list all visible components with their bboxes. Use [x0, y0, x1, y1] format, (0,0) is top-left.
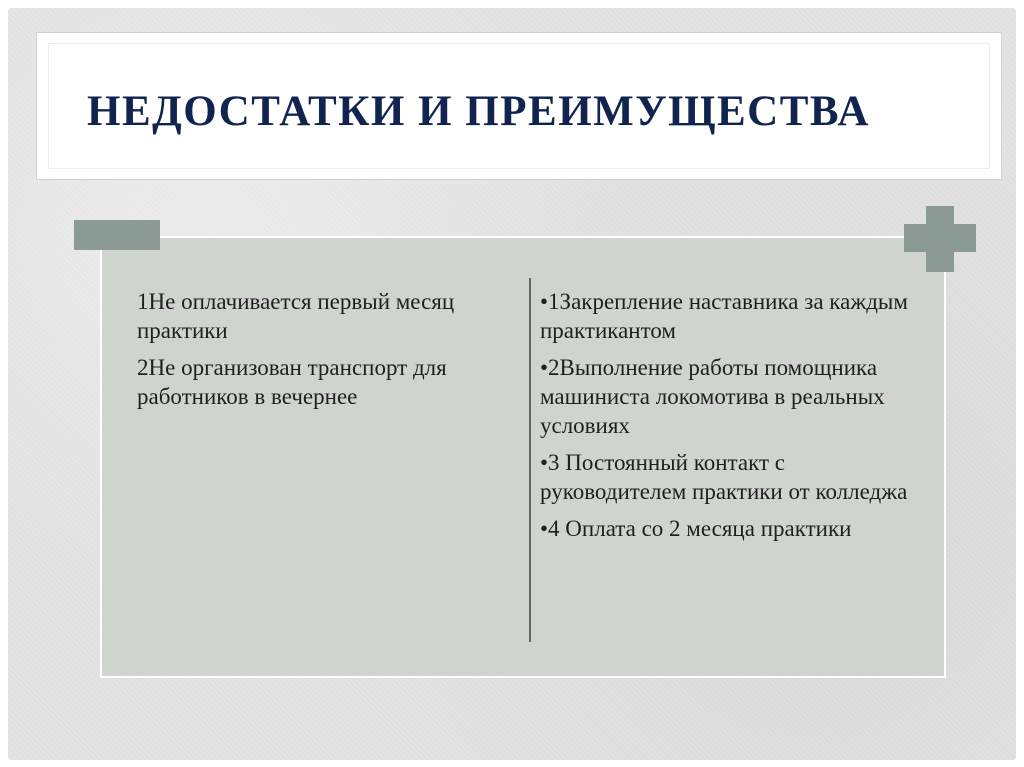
- slide-title: НЕДОСТАТКИ И ПРЕИМУЩЕСТВА: [87, 88, 870, 135]
- advantage-item-3: •3 Постоянный контакт с руководителем практики от колледжа: [540, 450, 908, 504]
- column-divider: [529, 278, 531, 642]
- disadvantage-item-1: 1Не оплачивается первый месяц практики: [137, 289, 455, 343]
- advantage-item-4: •4 Оплата со 2 месяца практики: [540, 516, 852, 541]
- accent-bar: [74, 220, 160, 250]
- advantage-item-1: •1Закрепление наставника за каждым практикантом: [540, 289, 908, 343]
- disadvantages-column: [137, 287, 497, 419]
- advantages-column: [540, 287, 920, 551]
- plus-icon-horizontal: [904, 224, 976, 252]
- plus-icon: [904, 206, 976, 272]
- advantage-item-2: •2Выполнение работы помощника машиниста локомотива в реальных условиях: [540, 355, 885, 438]
- title-box: [36, 32, 1002, 180]
- disadvantage-item-2: 2Не организован транспорт для работников в вечернее: [137, 355, 447, 409]
